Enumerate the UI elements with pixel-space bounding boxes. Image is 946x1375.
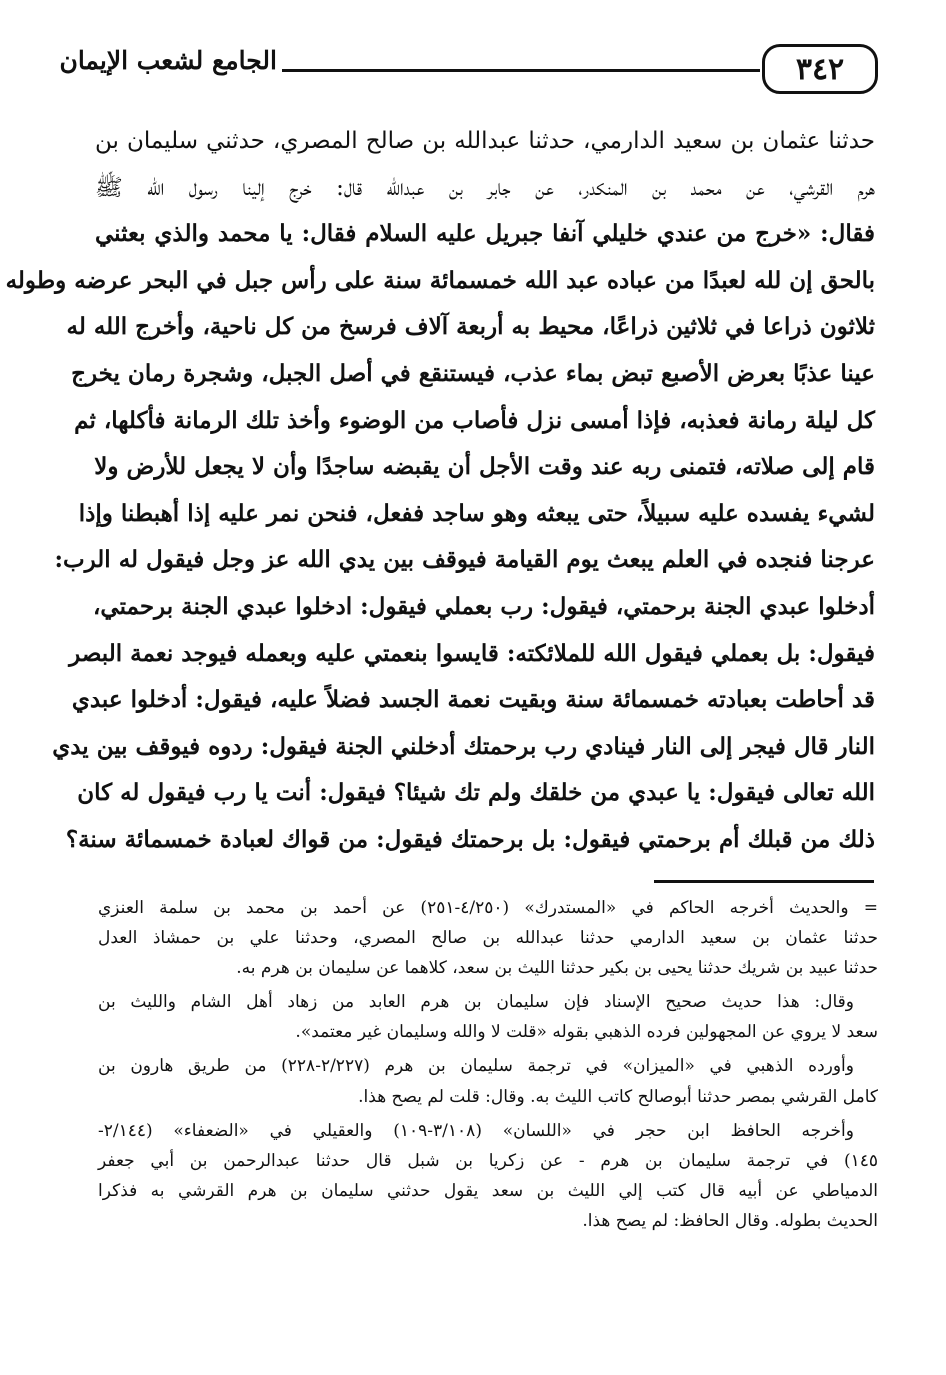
footnote-line: كامل القرشي بمصر حدثنا أبوصالح كاتب الليث به. وقال: قلت لم يصح هذا. — [358, 1086, 878, 1107]
footnote-line: الحديث بطوله. وقال الحافظ: لم يصح هذا. — [582, 1210, 878, 1231]
footnote-line: وأخرجه الحافظ ابن حجر في «اللسان» (٣/١٠٨-١٠٩) والعقيلي في «الضعفاء» (٢/١٤٤- — [98, 1120, 854, 1141]
footnote-line: وأورده الذهبي في «الميزان» في ترجمة سليمان بن هرم (٢/٢٢٧-٢٢٨) من طريق هارون بن — [98, 1056, 854, 1077]
footnote-line: وقال: هذا حديث صحيح الإسناد فإن سليمان بن هرم العابد من زهاد أهل الشام والليث بن — [98, 992, 854, 1013]
footnote-line: حدثنا عبيد بن شريك حدثنا يحيى بن بكير حدثنا الليث بن سعد، كلاهما عن سليمان بن هرم به. — [236, 958, 878, 979]
running-title: الجامع لشعب الإيمان — [59, 46, 277, 75]
footnotes-block — [98, 893, 878, 1236]
text-line: ثلاثون ذراعا في ثلاثين ذراعًا، محيط به أربعة آلاف فرسخ من كل ناحية، وأخرج الله له — [66, 313, 875, 341]
page-header — [59, 38, 878, 104]
text-line: هرم القرشي، عن محمد بن المنكدر، عن جابر بن عبدالله قال: خرج إلينا رسول الله ﷺ — [95, 174, 875, 201]
footnote-line: ١٤٥) في ترجمة سليمان بن هرم - عن زكريا بن شبل قال حدثنا عبدالرحمن بن أبي جعفر — [98, 1150, 878, 1171]
text-line: عرجنا فنجده في العلم يبعث يوم القيامة فيوقف بين يدي الله عز وجل فيقول له الرب: — [54, 546, 875, 574]
text-line: قد أحاطت بعبادته خمسمائة سنة وبقيت نعمة الجسد فضلاً عليه، فيقول: أدخلوا عبدي — [71, 686, 875, 714]
text-line: كل ليلة رمانة فعذبه، فإذا أمسى نزل فأصاب من الوضوء وأخذ تلك الرمانة فأكلها، ثم — [74, 406, 875, 434]
footnote-paragraph — [98, 893, 878, 983]
text-line: حدثنا عثمان بن سعيد الدارمي، حدثنا عبدالله بن صالح المصري، حدثني سليمان بن — [95, 128, 875, 154]
header-rule — [282, 69, 760, 72]
text-line: لشيء يفسده عليه سبيلاً، حتى يبعثه وهو ساجد ففعل، فنحن نمر عليه إذا أهبطنا وإذا — [78, 499, 875, 527]
footnote-line: سعد لا يروي عن المجهولين فرده الذهبي بقوله «قلت لا والله وسليمان غير معتمد». — [295, 1022, 878, 1043]
page-number: ٣٤٢ — [762, 44, 878, 94]
footnote-line: = والحديث أخرجه الحاكم في «المستدرك» (٤/٢٥٠-٢٥١) عن أحمد بن محمد بن سلمة العنزي — [98, 898, 879, 918]
footnote-line: الدمياطي عن أبيه قال كتب إلي الليث بن سعد يقول حدثني سليمان بن هرم القرشي به فذكرا — [98, 1180, 878, 1201]
footnote-paragraph — [98, 1051, 878, 1111]
text-line: بالحق إن لله لعبدًا من عباده عبد الله خمسمائة سنة على رأس جبل في البحر عرضه وطوله — [5, 266, 875, 294]
text-line: فيقول: بل بعملي فيقول الله للملائكته: قايسوا بنعمتي عليه وبعمله فيوجد نعمة البصر — [69, 639, 875, 667]
text-line: عينا عذبًا بعرض الأصبع تبض بماء عذب، فيستنقع في أصل الجبل، وشجرة رمان يخرج — [71, 359, 875, 387]
text-line: ذلك من قبلك أم برحمتي فيقول: بل برحمتك فيقول: من قواك لعبادة خمسمائة سنة؟ — [65, 825, 875, 853]
footnote-separator — [654, 880, 874, 883]
footnote-paragraph — [98, 987, 878, 1047]
footnote-line: حدثنا عثمان بن سعيد الدارمي حدثنا عبدالله بن صالح المصري، وحدثنا علي بن حمشاذ العدل — [98, 928, 878, 949]
text-line: قام إلى صلاته، فتمنى ربه عند وقت الأجل أن يقبضه ساجدًا وأن لا يجعل للأرض ولا — [94, 453, 875, 481]
footnote-paragraph — [98, 1116, 878, 1236]
text-line: فقال: «خرج من عندي خليلي آنفا جبريل عليه السلام فقال: يا محمد والذي بعثني — [95, 220, 875, 248]
main-text-block — [5, 118, 875, 864]
text-line: الله تعالى فيقول: يا عبدي من خلقك ولم تك شيئا؟ فيقول: أنت يا رب فيقول له كان — [77, 779, 875, 807]
text-line: أدخلوا عبدي الجنة برحمتي، فيقول: رب بعملي فيقول: ادخلوا عبدي الجنة برحمتي، — [93, 592, 875, 620]
text-line: النار قال فيجر إلى النار فينادي رب برحمتك أدخلني الجنة فيقول: ردوه فيوقف بين يدي — [52, 732, 875, 760]
